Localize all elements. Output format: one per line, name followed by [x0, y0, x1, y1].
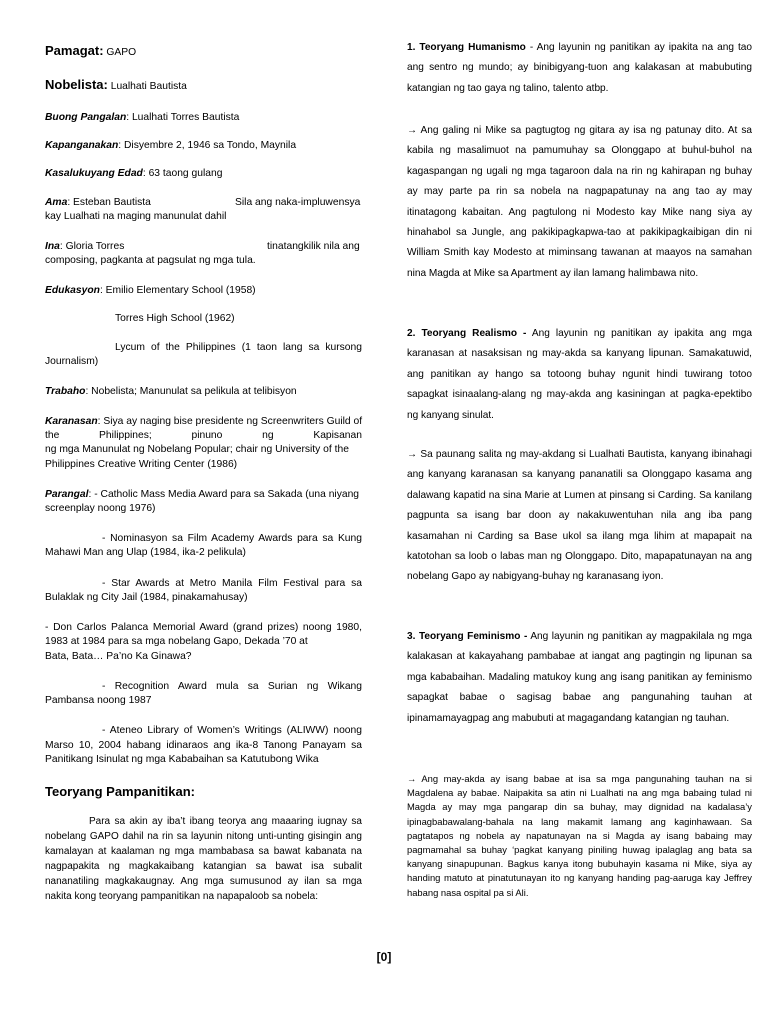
ama-value: : Esteban Bautista: [67, 197, 151, 208]
theory-2-title: 2. Teoryang Realismo -: [407, 328, 527, 339]
page-number: [0]: [376, 950, 392, 964]
award-a-line-2: Mahawi Man ang Ulap (1984, ika-2 pelikula): [45, 547, 246, 558]
karanasan-label: Karanasan: [45, 416, 98, 427]
award-b-line-2: Bulaklak ng City Jail (1984, pinakamahusay): [45, 592, 248, 603]
karanasan-line-3: ng mga Manunulat ng Nobelang Popular; chair ng University of the: [45, 444, 349, 455]
theory-2: [407, 324, 752, 426]
theory-3-title: 3. Teoryang Feminismo -: [407, 631, 528, 642]
theory-2-body: Ang layunin ng panitikan ay ipakita ang mga karanasan at nasaksisan ng may-akda sa kanyang lipunan. Samakatuwid, ang panitikan ay hango sa totoong buhay ngunit hindi tuwirang totoo sapagkat isinaalang-alang ng may-akda ang kasiningan at pagka-epektibo ng kanyang sinulat.: [407, 328, 752, 421]
ina-label: Ina: [45, 241, 60, 252]
parangal-row: [45, 488, 362, 501]
theory-1-title: 1. Teoryang Humanismo: [407, 42, 526, 53]
nobelista-label: Nobelista:: [45, 77, 108, 92]
ama-row: [45, 196, 362, 209]
ama-note-2: kay Lualhati na maging manunulat dahil: [45, 211, 227, 222]
karanasan-line-2: the Philippines; pinuno ng Kapisanan: [45, 430, 362, 441]
teoryang-title: Teoryang Pampanitikan:: [45, 784, 196, 799]
parangal-label: Parangal: [45, 489, 89, 500]
award-e-line-2: Marso 10, 2004 habang idinaraos ang ika-8 Tanong Panayam sa: [45, 740, 362, 751]
award-b-line-1: - Star Awards at Metro Manila Film Festival para sa: [102, 578, 362, 589]
buong-pangalan-value: : Lualhati Torres Bautista: [126, 112, 240, 123]
theory-2-example: → Sa paunang salita ng may-akdang si Lualhati Bautista, kanyang ibinahagi ang kanyang karanasan sa kanyang pananatili sa Olonggapo kasama ang dalawang kapatid na sina Marie at Lumen at pinsang si Carding. Sa kanilang pagpunta sa isang bar doon ay nakakuwentuhan nila ang iba pang kasamahan ni Carding sa Base ukol sa ilang mga lihim at mapapait na katotohan sa loob o labas man ng Olonggapo. Dito, mapapatunayan na ang nobelang Gapo ay nabigyang-buhay ng karanasang iyon.: [407, 449, 752, 583]
edukasyon-item-2: Torres High School (1962): [115, 313, 235, 324]
trabaho-value: : Nobelista; Manunulat sa pelikula at telibisyon: [85, 386, 297, 397]
award-d-line-1: - Recognition Award mula sa Surian ng Wikang: [102, 681, 362, 692]
nobelista-value: Lualhati Bautista: [110, 81, 187, 92]
ina-note-2: composing, pagkanta at pagsulat ng mga tula.: [45, 255, 256, 266]
trabaho-row: [45, 385, 362, 398]
buong-pangalan-row: [45, 111, 362, 124]
edad-label: Kasalukuyang Edad: [45, 168, 143, 179]
theory-3-example: → Ang may-akda ay isang babae at isa sa mga pangunahing tauhan na si Magdalena ay babae. Naipakita sa atin ni Lualhati na ang mga babaing tulad ni Magda ay may mga pangarap din sa buhay, may dignidad na kadalasa’y ipinagbabawalang-bahala na lang makamit lamang ang kaginhawaan. Sa pagtatapos ng nobela ay napatunayan na si Magda ay isang babaing may pagmamahal sa buhay ‘pagkat kanyang piniling huwag ipalaglag ang bata sa kanyang sinapupunan. Bagkus kanya itong bubuhayin kasama ni Mike, siya ay handing matuto at pinatutunayan ito ng kanyang handing pag-aaruga kay Jeffrey habang nasa ospital pa si Ali.: [407, 773, 752, 898]
theory-1-example: → Ang galing ni Mike sa pagtugtog ng gitara ay isa ng patunay dito. At sa kabila ng masalimuot na pamumuhay sa Olonggapo at buhul-buhol na kagaspangan ng ugali ng mga tagaroon dala na rin ng kahirapan ng buhay ay may parte pa rin sa nobela na nagpapatunay na ang tao ay may itinatagong kabaitan. Ang pagtulong ni Modesto kay Mike nang siya ay hinahabol sa Jungle, ang pakikipagkapwa-tao at pakikipagkaibigan din ni William Smith kay Modesto at miminsang tawanan at maayos na samahan nina Magda at Mike sa Apartment ay ilan lamang halimbawa nito.: [407, 125, 752, 279]
edad-value: : 63 taong gulang: [142, 168, 223, 179]
karanasan-line-4: Philippines Creative Writing Center (1986): [45, 459, 238, 470]
award-c-line-1: - Don Carlos Palanca Memorial Award (grand prizes) noong 1980,: [45, 622, 362, 633]
kapanganakan-value: : Disyembre 2, 1946 sa Tondo, Maynila: [118, 140, 297, 151]
edukasyon-value: : Emilio Elementary School (1958): [99, 285, 256, 296]
kapanganakan-label: Kapanganakan: [45, 140, 119, 151]
karanasan-row: [45, 415, 362, 428]
edukasyon-row: [45, 284, 362, 297]
pamagat-row: [45, 44, 362, 59]
edukasyon-item-3: Lycum of the Philippines (1 taon lang sa kursong: [115, 342, 362, 353]
ama-label: Ama: [45, 197, 68, 208]
nobelista-row: [45, 78, 362, 93]
edukasyon-item-3-cont: Journalism): [45, 356, 99, 367]
ama-note: Sila ang naka-impluwensya: [235, 197, 361, 208]
pamagat-value: GAPO: [106, 47, 137, 58]
intro-paragraph: Para sa akin ay iba’t ibang teorya ang maaaring iugnay sa nobelang GAPO dahil na rin sa layunin nitong unti-unting gisingin ang kamalayan at kaalaman ng mga mambabasa sa bawat kabanata na nagpapakita ng magkakaibang katangian sa bawat isa subalit nananatiling magkakaugnay. Ang mga sumusunod ay ilan sa mga nakita kong teoryang pampanitikan na napapaloob sa nobela:: [45, 816, 362, 903]
pamagat-label: Pamagat:: [45, 43, 104, 58]
award-e-line-3: Panitikang Isinulat ng mga Kababaihan sa Katutubong Wika: [45, 754, 319, 765]
parangal-line-2: screenplay noong 1976): [45, 503, 156, 514]
award-d-line-2: Pambansa noong 1987: [45, 695, 152, 706]
ina-note: tinatangkilik nila ang: [267, 241, 360, 252]
theory-1-body: - Ang layunin ng panitikan ay ipakita na ang tao ang sentro ng mundo; ay binibigyang-tuon ang kalakasan at mabubuting katangian ng tao gaya ng talino, talento atbp.: [407, 42, 752, 94]
theory-3: [407, 627, 752, 729]
buong-pangalan-label: Buong Pangalan: [45, 112, 127, 123]
award-a-line-1: - Nominasyon sa Film Academy Awards para sa Kung: [102, 533, 362, 544]
ina-row: [45, 240, 362, 253]
trabaho-label: Trabaho: [45, 386, 86, 397]
karanasan-line-1: : Siya ay naging bise presidente ng Screenwriters Guild of: [97, 416, 363, 427]
theory-3-body: Ang layunin ng panitikan ay magpakilala ng mga kalakasan at kakayahang pambabae at iangat ang pagtingin ng lipunan sa mga kababaihan. Madaling matukoy kung ang isang panitikan ay feminismo sapagkat babae o sagisag babae ang pangunahing tauhan at ipinamamayagpag ang mabubuti at magagandang katangian ng tauhan.: [407, 631, 752, 724]
theory-1: [407, 38, 752, 99]
edad-row: [45, 167, 362, 180]
edukasyon-label: Edukasyon: [45, 285, 100, 296]
parangal-line-1: : - Catholic Mass Media Award para sa Sakada (una niyang: [88, 489, 360, 500]
kapanganakan-row: [45, 139, 362, 152]
award-e-line-1: - Ateneo Library of Women’s Writings (ALIWW) noong: [102, 725, 362, 736]
award-c-line-3: Bata, Bata… Pa’no Ka Ginawa?: [45, 651, 192, 662]
ina-value: : Gloria Torres: [59, 241, 125, 252]
award-c-line-2: 1983 at 1984 para sa mga nobelang Gapo, Dekada ’70 at: [45, 636, 308, 647]
